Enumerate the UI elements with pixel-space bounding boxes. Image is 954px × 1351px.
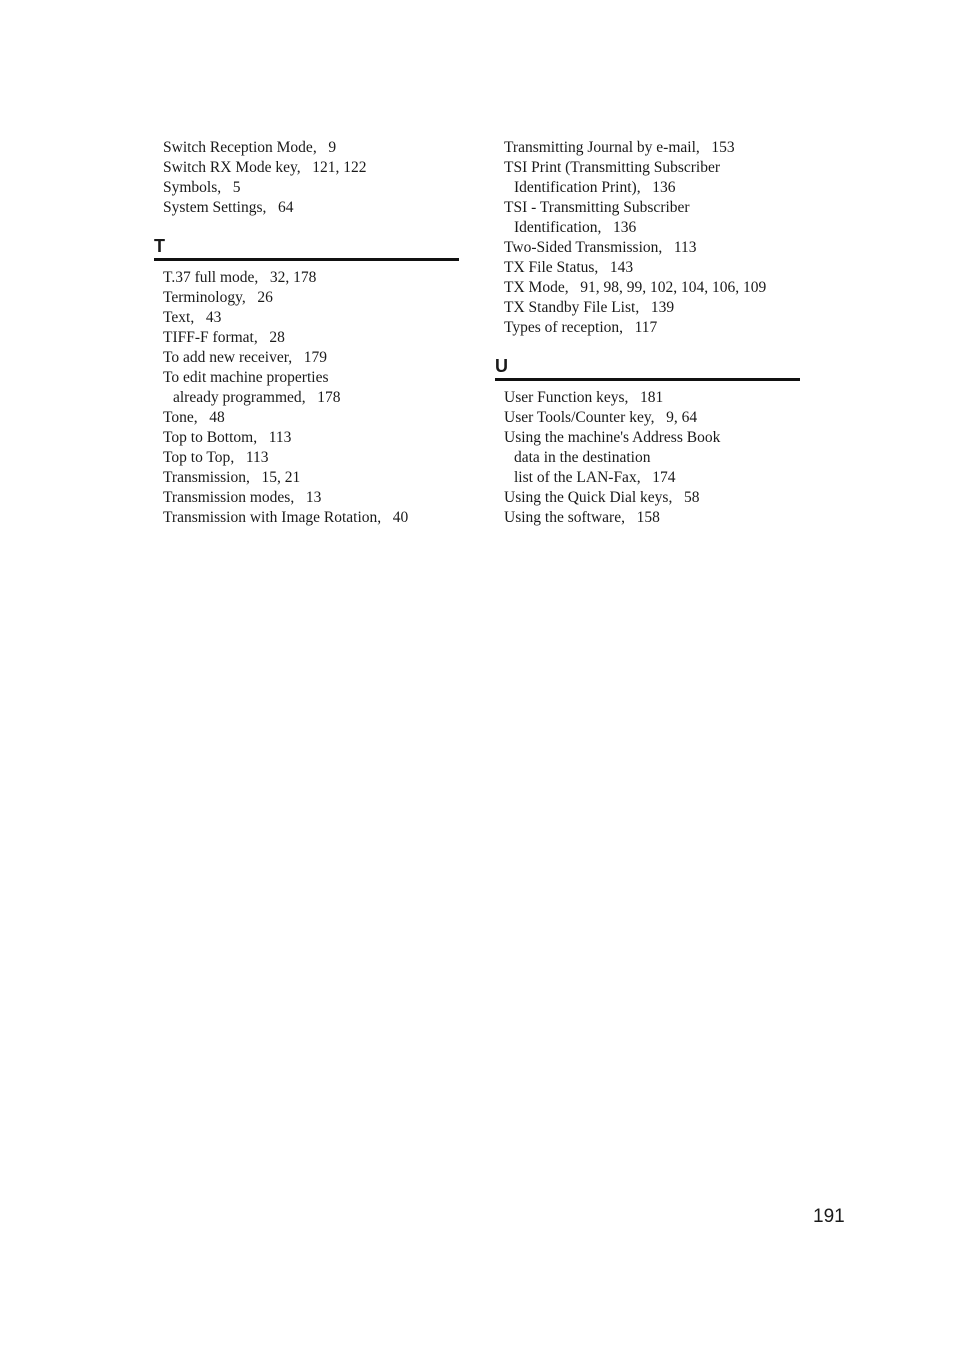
index-entry-term <box>163 308 464 328</box>
index-entry-pages: 26 <box>257 289 273 306</box>
index-term-text: Transmitting Journal by e-mail , <box>504 139 711 156</box>
index-term-text: TSI - Transmitting Subscriber <box>504 199 690 216</box>
index-entry-pages: 136 <box>652 179 676 196</box>
index-entry-pages: 5 <box>232 179 241 196</box>
index-term-text: Symbols , <box>163 179 233 196</box>
section-heading-t: T <box>154 236 459 261</box>
index-term-text: TX Standby File List , <box>504 299 651 316</box>
index-entry-pages: 28 <box>269 329 285 346</box>
index-entry-pages: 174 <box>652 469 676 486</box>
index-entry-term-continued <box>504 448 805 468</box>
index-term-text: Identification Print) , <box>514 179 652 196</box>
index-entry <box>495 508 805 528</box>
index-term-text: Identification , <box>514 219 613 236</box>
index-term-text: Types of reception , <box>504 319 635 336</box>
index-entry <box>154 408 464 428</box>
index-entry-pages: 139 <box>650 299 675 316</box>
index-term-text: Transmission , <box>163 469 261 486</box>
index-term-text: TIFF-F format , <box>163 329 269 346</box>
index-term-text: Top to Top , <box>163 449 246 466</box>
index-entry <box>154 268 464 288</box>
index-term-text: Terminology , <box>163 289 257 306</box>
index-entry-term <box>163 268 464 288</box>
index-entry-term <box>504 278 805 298</box>
index-term-text: User Tools/Counter key , <box>504 409 666 426</box>
index-entry <box>495 238 805 258</box>
index-entry-pages: 48 <box>209 409 225 426</box>
index-term-text: System Settings , <box>163 199 278 216</box>
index-entry <box>154 158 464 178</box>
index-entry <box>495 258 805 278</box>
index-group-t <box>154 268 464 528</box>
index-term-text: already programmed , <box>173 389 317 406</box>
index-entry-term <box>504 488 805 508</box>
index-entry-term <box>504 198 805 218</box>
index-entry <box>495 388 805 408</box>
index-entry-pages: 9 <box>328 139 337 156</box>
index-term-text: TX File Status , <box>504 259 610 276</box>
index-entry-pages: 32, 178 <box>269 269 317 286</box>
index-entry <box>154 488 464 508</box>
index-entry-pages: 43 <box>205 309 222 326</box>
index-entry-term <box>163 448 464 468</box>
index-entry <box>154 508 464 528</box>
index-entry-term <box>163 158 464 178</box>
index-term-text: To add new receiver , <box>163 349 304 366</box>
index-entry <box>154 328 464 348</box>
index-term-text: TX Mode , <box>504 279 580 296</box>
index-entry-pages: 121, 122 <box>312 159 367 176</box>
index-entry-term <box>163 488 464 508</box>
index-entry-pages: 58 <box>683 489 700 506</box>
index-entry <box>154 368 464 408</box>
index-entry-term <box>163 368 464 388</box>
index-entry-pages: 179 <box>303 349 327 366</box>
index-entry <box>154 448 464 468</box>
index-entry-term <box>504 508 805 528</box>
index-entry <box>154 288 464 308</box>
index-entry-pages: 158 <box>636 509 660 526</box>
index-entry-term <box>163 428 464 448</box>
index-entry-term <box>504 258 805 278</box>
index-term-text: Using the machine's Address Book <box>504 429 721 446</box>
index-entry-term-continued <box>504 218 805 238</box>
index-entry-term <box>504 318 805 338</box>
index-entry <box>495 198 805 238</box>
index-term-text: list of the LAN-Fax , <box>514 469 652 486</box>
index-entry-term-continued <box>504 178 805 198</box>
index-term-text: T.37 full mode , <box>163 269 270 286</box>
index-entry-term-continued <box>504 468 805 488</box>
index-entry-term <box>504 408 805 428</box>
index-term-text: Text , <box>163 309 206 326</box>
index-entry <box>154 428 464 448</box>
index-entry-term <box>163 408 464 428</box>
index-group-t-continued <box>495 138 805 338</box>
index-entry-term <box>163 178 464 198</box>
index-entry-pages: 64 <box>277 199 294 216</box>
index-group-s <box>154 138 464 218</box>
index-entry-pages: 117 <box>634 319 658 336</box>
index-entry <box>154 468 464 488</box>
index-entry-term <box>504 428 805 448</box>
index-term-text: Top to Bottom , <box>163 429 269 446</box>
index-entry <box>495 318 805 338</box>
index-entry-term <box>163 348 464 368</box>
index-entry <box>495 298 805 318</box>
index-term-text: TSI Print (Transmitting Subscriber <box>504 159 721 176</box>
index-entry-term <box>504 298 805 318</box>
index-term-text: Using the software , <box>504 509 637 526</box>
index-entry-pages: 181 <box>640 389 664 406</box>
index-entry <box>154 138 464 158</box>
index-entry-pages: 113 <box>673 239 697 256</box>
index-entry-pages: 91, 98, 99, 102, 104, 106, 109 <box>580 279 767 296</box>
index-entry-term-continued <box>163 388 464 408</box>
index-group-u <box>495 388 805 528</box>
index-column-right <box>495 138 805 528</box>
index-term-text: Transmission modes , <box>163 489 306 506</box>
index-entry <box>495 408 805 428</box>
index-entry-pages: 9, 64 <box>666 409 698 426</box>
index-entry-term <box>163 508 464 528</box>
index-entry-term <box>163 468 464 488</box>
index-entry-pages: 143 <box>609 259 634 276</box>
index-entry-pages: 15, 21 <box>261 469 301 486</box>
index-entry <box>154 198 464 218</box>
index-entry-term <box>163 138 464 158</box>
index-entry <box>495 488 805 508</box>
index-entry-pages: 40 <box>392 509 409 526</box>
index-entry-pages: 178 <box>317 389 341 406</box>
index-entry-term <box>504 388 805 408</box>
index-entry-pages: 136 <box>613 219 637 236</box>
index-term-text: Two-Sided Transmission , <box>504 239 674 256</box>
index-column-left <box>154 138 464 528</box>
index-term-text: Switch RX Mode key , <box>163 159 312 176</box>
index-entry-term <box>504 138 805 158</box>
page-number: 191 <box>813 1206 845 1227</box>
index-entry <box>495 138 805 158</box>
index-term-text: To edit machine properties <box>163 369 329 386</box>
index-term-text: Switch Reception Mode , <box>163 139 328 156</box>
index-entry-term <box>163 328 464 348</box>
index-term-text: Tone , <box>163 409 209 426</box>
index-entry <box>495 428 805 488</box>
index-term-text: User Function keys , <box>504 389 640 406</box>
index-entry <box>154 348 464 368</box>
index-entry-term <box>163 288 464 308</box>
index-entry-term <box>163 198 464 218</box>
index-term-text: Transmission with Image Rotation , <box>163 509 393 526</box>
index-entry <box>154 308 464 328</box>
index-term-text: Using the Quick Dial keys , <box>504 489 684 506</box>
index-entry <box>495 278 805 298</box>
index-entry-term <box>504 158 805 178</box>
index-entry-term <box>504 238 805 258</box>
index-entry-pages: 153 <box>711 139 735 156</box>
section-heading-u: U <box>495 356 800 381</box>
index-entry <box>495 158 805 198</box>
index-entry-pages: 13 <box>305 489 322 506</box>
index-entry-pages: 113 <box>245 449 269 466</box>
index-entry <box>154 178 464 198</box>
index-entry-pages: 113 <box>268 429 292 446</box>
index-term-text: data in the destination <box>514 449 651 466</box>
